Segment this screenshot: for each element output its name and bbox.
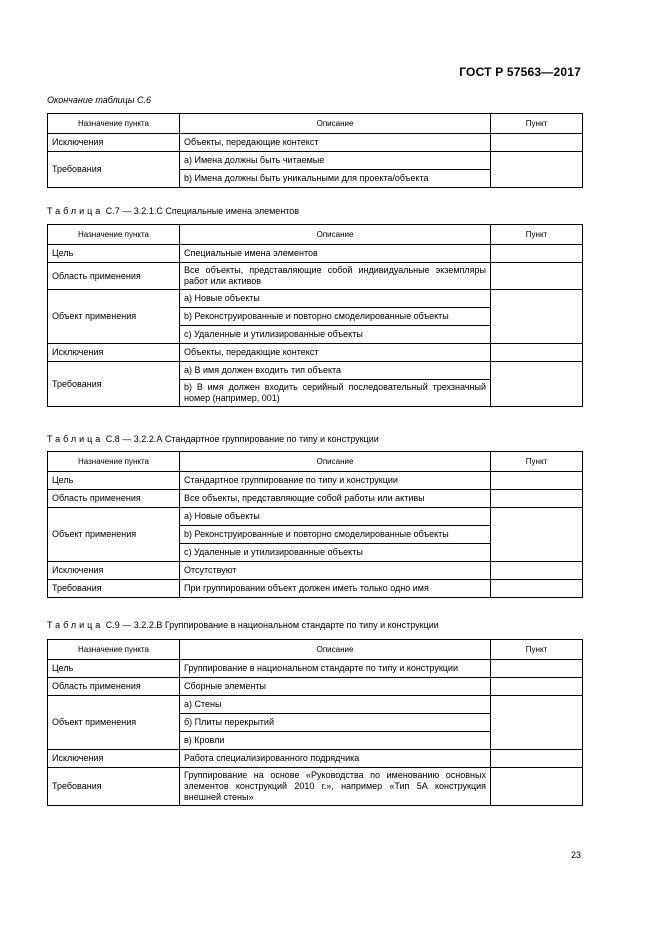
row-value: в) Кровли: [180, 732, 491, 750]
table-c8-caption: [47, 434, 379, 444]
item-cell: [491, 562, 583, 580]
row-value: Все объекты, представляющие собой индивидуальные экземпляры работ или активов: [180, 263, 491, 290]
row-label: Требования: [48, 768, 180, 806]
table-c6-caption: Окончание таблицы С.6: [47, 95, 151, 105]
col-header-desc: Описание: [180, 452, 491, 472]
item-cell: [491, 580, 583, 598]
row-label: Исключения: [48, 750, 180, 768]
table-c6: [47, 113, 583, 188]
row-label: Исключения: [48, 344, 180, 362]
table-row: [48, 263, 583, 290]
row-value: а) Стены: [180, 696, 491, 714]
row-label: Требования: [48, 152, 180, 188]
col-header-item: Пункт: [491, 640, 583, 660]
row-label: Требования: [48, 362, 180, 407]
row-value: Работа специализированного подрядчика: [180, 750, 491, 768]
row-value: Группирование в национальном стандарте по типу и конструкции: [180, 660, 491, 678]
col-header-item: Пункт: [491, 114, 583, 134]
row-value: Стандартное группирование по типу и конструкции: [180, 472, 491, 490]
item-cell: [491, 660, 583, 678]
row-value: b) Реконструированные и повторно смоделированные объекты: [180, 526, 491, 544]
item-cell: [491, 362, 583, 407]
item-cell: [491, 134, 583, 152]
caption-text: С.9 — 3.2.2.В Группирование в национальном стандарте по типу и конструкции: [103, 620, 439, 630]
row-label: Область применения: [48, 490, 180, 508]
row-label: Исключения: [48, 562, 180, 580]
col-header-desc: Описание: [180, 225, 491, 245]
row-value: с) Удаленные и утилизированные объекты: [180, 326, 491, 344]
caption-text: С.8 — 3.2.2.А Стандартное группирование по типу и конструкции: [103, 434, 379, 444]
table-row: [48, 245, 583, 263]
col-header-name: Назначение пункта: [48, 225, 180, 245]
table-row: [48, 490, 583, 508]
table-row: [48, 472, 583, 490]
table-row: [48, 362, 583, 380]
row-label: Цель: [48, 660, 180, 678]
table-header-row: [48, 452, 583, 472]
col-header-name: Назначение пункта: [48, 640, 180, 660]
table-row: [48, 768, 583, 806]
row-value: Сборные элементы: [180, 678, 491, 696]
row-label: Область применения: [48, 263, 180, 290]
row-label: Требования: [48, 580, 180, 598]
row-value: b) Реконструированные и повторно смоделированные объекты: [180, 308, 491, 326]
item-cell: [491, 263, 583, 290]
row-label: Объект применения: [48, 508, 180, 562]
page-number: 23: [570, 850, 581, 860]
table-row: [48, 750, 583, 768]
table-c7: [47, 224, 583, 407]
row-value: Отсутствуют: [180, 562, 491, 580]
table-c9-caption: [47, 620, 439, 630]
row-value: Объекты, передающие контекст: [180, 134, 491, 152]
item-cell: [491, 678, 583, 696]
table-row: [48, 562, 583, 580]
item-cell: [491, 508, 583, 562]
row-value: Специальные имена элементов: [180, 245, 491, 263]
item-cell: [491, 490, 583, 508]
table-c9: [47, 639, 583, 806]
row-label: Область применения: [48, 678, 180, 696]
item-cell: [491, 152, 583, 188]
col-header-name: Назначение пункта: [48, 114, 180, 134]
row-value: а) Имена должны быть читаемые: [180, 152, 491, 170]
table-row: [48, 580, 583, 598]
row-value: Все объекты, представляющие собой работы или активы: [180, 490, 491, 508]
item-cell: [491, 290, 583, 344]
table-row: [48, 134, 583, 152]
caption-word: Таблица: [47, 434, 104, 444]
row-value: Группирование на основе «Руководства по именованию основных элементов конструкций 2010 г.», например «Тип 5А конструкция внешней стены»: [180, 768, 491, 806]
item-cell: [491, 245, 583, 263]
row-value: а) Новые объекты: [180, 290, 491, 308]
caption-text: С.7 — 3.2.1.С Специальные имена элементов: [103, 206, 300, 216]
row-label: Цель: [48, 245, 180, 263]
row-value: а) Новые объекты: [180, 508, 491, 526]
item-cell: [491, 472, 583, 490]
col-header-desc: Описание: [180, 114, 491, 134]
row-value: b) В имя должен входить серийный последовательный трехзначный номер (например, 001): [180, 380, 491, 407]
col-header-desc: Описание: [180, 640, 491, 660]
caption-word: Таблица: [47, 620, 104, 630]
caption-word: Таблица: [47, 206, 104, 216]
row-value: При группировании объект должен иметь только одно имя: [180, 580, 491, 598]
table-header-row: [48, 640, 583, 660]
row-value: б) Плиты перекрытий: [180, 714, 491, 732]
row-value: а) В имя должен входить тип объекта: [180, 362, 491, 380]
row-value: b) Имена должны быть уникальными для проекта/объекта: [180, 170, 491, 188]
row-label: Цель: [48, 472, 180, 490]
item-cell: [491, 696, 583, 750]
table-row: [48, 660, 583, 678]
col-header-name: Назначение пункта: [48, 452, 180, 472]
row-value: Объекты, передающие контекст: [180, 344, 491, 362]
item-cell: [491, 750, 583, 768]
standard-designation: ГОСТ Р 57563—2017: [459, 65, 581, 79]
table-row: [48, 678, 583, 696]
table-row: [48, 508, 583, 526]
table-row: [48, 290, 583, 308]
item-cell: [491, 768, 583, 806]
table-c7-caption: [47, 206, 299, 216]
table-header-row: [48, 114, 583, 134]
table-row: [48, 152, 583, 170]
table-c8: [47, 451, 583, 598]
row-label: Исключения: [48, 134, 180, 152]
col-header-item: Пункт: [491, 452, 583, 472]
item-cell: [491, 344, 583, 362]
row-label: Объект применения: [48, 696, 180, 750]
col-header-item: Пункт: [491, 225, 583, 245]
table-row: [48, 696, 583, 714]
table-row: [48, 344, 583, 362]
table-header-row: [48, 225, 583, 245]
row-value: с) Удаленные и утилизированные объекты: [180, 544, 491, 562]
row-label: Объект применения: [48, 290, 180, 344]
